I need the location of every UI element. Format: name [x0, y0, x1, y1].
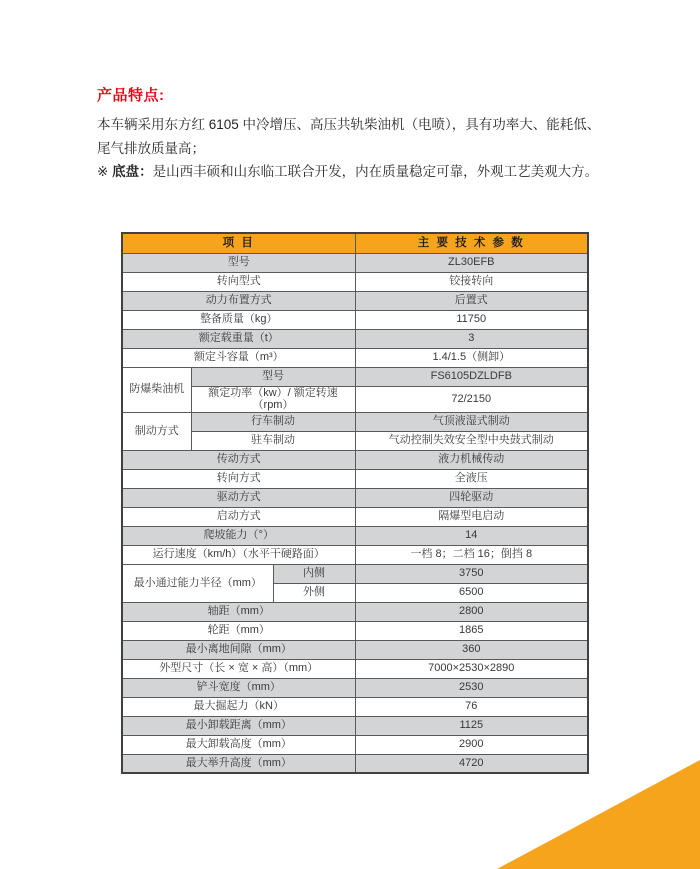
header-params-column: 主 要 技 术 参 数 — [355, 233, 588, 253]
corner-accent-triangle — [497, 760, 700, 869]
brake-group-title: 制动方式 — [122, 412, 191, 450]
spec-label: 铲斗宽度（mm） — [122, 678, 355, 697]
engine-group-title: 防爆柴油机 — [122, 367, 191, 412]
spec-value: 2530 — [355, 678, 588, 697]
table-row — [122, 310, 588, 329]
table-row — [122, 431, 588, 450]
chassis-note — [97, 160, 611, 184]
spec-label: 外型尺寸（长 × 宽 × 高）（mm） — [122, 659, 355, 678]
spec-label: 最小离地间隙（mm） — [122, 640, 355, 659]
spec-value: 隔爆型电启动 — [355, 507, 588, 526]
table-row — [122, 507, 588, 526]
spec-label: 额定载重量（t） — [122, 329, 355, 348]
table-row — [122, 488, 588, 507]
table-row — [122, 716, 588, 735]
table-row — [122, 602, 588, 621]
table-row — [122, 253, 588, 272]
spec-label: 最大卸载高度（mm） — [122, 735, 355, 754]
table-row — [122, 621, 588, 640]
spec-label: 最小卸载距离（mm） — [122, 716, 355, 735]
spec-label: 整备质量（kg） — [122, 310, 355, 329]
table-row — [122, 754, 588, 773]
spec-sublabel: 型号 — [191, 367, 355, 386]
spec-value: ZL30EFB — [355, 253, 588, 272]
features-paragraph — [97, 113, 611, 160]
spec-value: 7000×2530×2890 — [355, 659, 588, 678]
spec-value: FS6105DZLDFB — [355, 367, 588, 386]
table-row — [122, 659, 588, 678]
spec-value: 1.4/1.5（侧卸） — [355, 348, 588, 367]
spec-value: 液力机械传动 — [355, 450, 588, 469]
spec-label: 轮距（mm） — [122, 621, 355, 640]
table-row — [122, 640, 588, 659]
spec-value: 76 — [355, 697, 588, 716]
table-row — [122, 526, 588, 545]
spec-label: 轴距（mm） — [122, 602, 355, 621]
table-row — [122, 545, 588, 564]
spec-sublabel: 额定功率（kw）/ 额定转速（rpm） — [191, 386, 355, 412]
spec-value: 360 — [355, 640, 588, 659]
spec-value: 后置式 — [355, 291, 588, 310]
table-row — [122, 272, 588, 291]
spec-label: 最大举升高度（mm） — [122, 754, 355, 773]
table-row — [122, 386, 588, 412]
spec-value: 四轮驱动 — [355, 488, 588, 507]
spec-value: 全液压 — [355, 469, 588, 488]
spec-label: 额定斗容量（m³） — [122, 348, 355, 367]
spec-value: 气顶液湿式制动 — [355, 412, 588, 431]
header-item-column: 项 目 — [122, 233, 355, 253]
spec-table — [121, 232, 589, 774]
table-row — [122, 678, 588, 697]
table-row — [122, 412, 588, 431]
product-features-section — [97, 84, 611, 184]
features-heading: 产品特点: — [97, 87, 165, 104]
features-line-1: 本车辆采用东方红 6105 中冷增压、高压共轨柴油机（电喷），具有功率大、能耗低、 — [97, 117, 601, 132]
spec-value: 铰接转向 — [355, 272, 588, 291]
spec-value: 14 — [355, 526, 588, 545]
table-row — [122, 564, 588, 583]
table-row — [122, 291, 588, 310]
spec-sublabel: 行车制动 — [191, 412, 355, 431]
spec-sublabel: 外侧 — [273, 583, 355, 602]
note-marker: ※ — [97, 164, 109, 179]
table-row — [122, 450, 588, 469]
radius-group-title: 最小通过能力半径（mm） — [122, 564, 273, 602]
spec-value: 72/2150 — [355, 386, 588, 412]
spec-label: 启动方式 — [122, 507, 355, 526]
spec-value: 6500 — [355, 583, 588, 602]
table-row — [122, 735, 588, 754]
spec-label: 转向型式 — [122, 272, 355, 291]
spec-label: 传动方式 — [122, 450, 355, 469]
table-header-row — [122, 233, 588, 253]
table-row — [122, 469, 588, 488]
spec-label: 动力布置方式 — [122, 291, 355, 310]
table-row — [122, 697, 588, 716]
spec-value: 1125 — [355, 716, 588, 735]
spec-value: 气动控制失效安全型中央鼓式制动 — [355, 431, 588, 450]
spec-label: 驱动方式 — [122, 488, 355, 507]
spec-label: 最大掘起力（kN） — [122, 697, 355, 716]
chassis-text: 是山西丰硕和山东临工联合开发，内在质量稳定可靠，外观工艺美观大方。 — [152, 164, 599, 179]
table-row — [122, 329, 588, 348]
features-line-2: 尾气排放质量高； — [97, 140, 205, 156]
spec-value: 3750 — [355, 564, 588, 583]
spec-sublabel: 驻车制动 — [191, 431, 355, 450]
spec-label: 型号 — [122, 253, 355, 272]
spec-value: 1865 — [355, 621, 588, 640]
spec-label: 转向方式 — [122, 469, 355, 488]
spec-label: 运行速度（km/h）（水平干硬路面） — [122, 545, 355, 564]
table-row — [122, 367, 588, 386]
table-row — [122, 348, 588, 367]
spec-value: 4720 — [355, 754, 588, 773]
spec-value: 3 — [355, 329, 588, 348]
spec-value: 2900 — [355, 735, 588, 754]
spec-sublabel: 内侧 — [273, 564, 355, 583]
spec-value: 11750 — [355, 310, 588, 329]
spec-value: 一档 8；二档 16；倒挡 8 — [355, 545, 588, 564]
chassis-label: 底盘： — [112, 164, 153, 179]
spec-value: 2800 — [355, 602, 588, 621]
spec-label: 爬坡能力（°） — [122, 526, 355, 545]
